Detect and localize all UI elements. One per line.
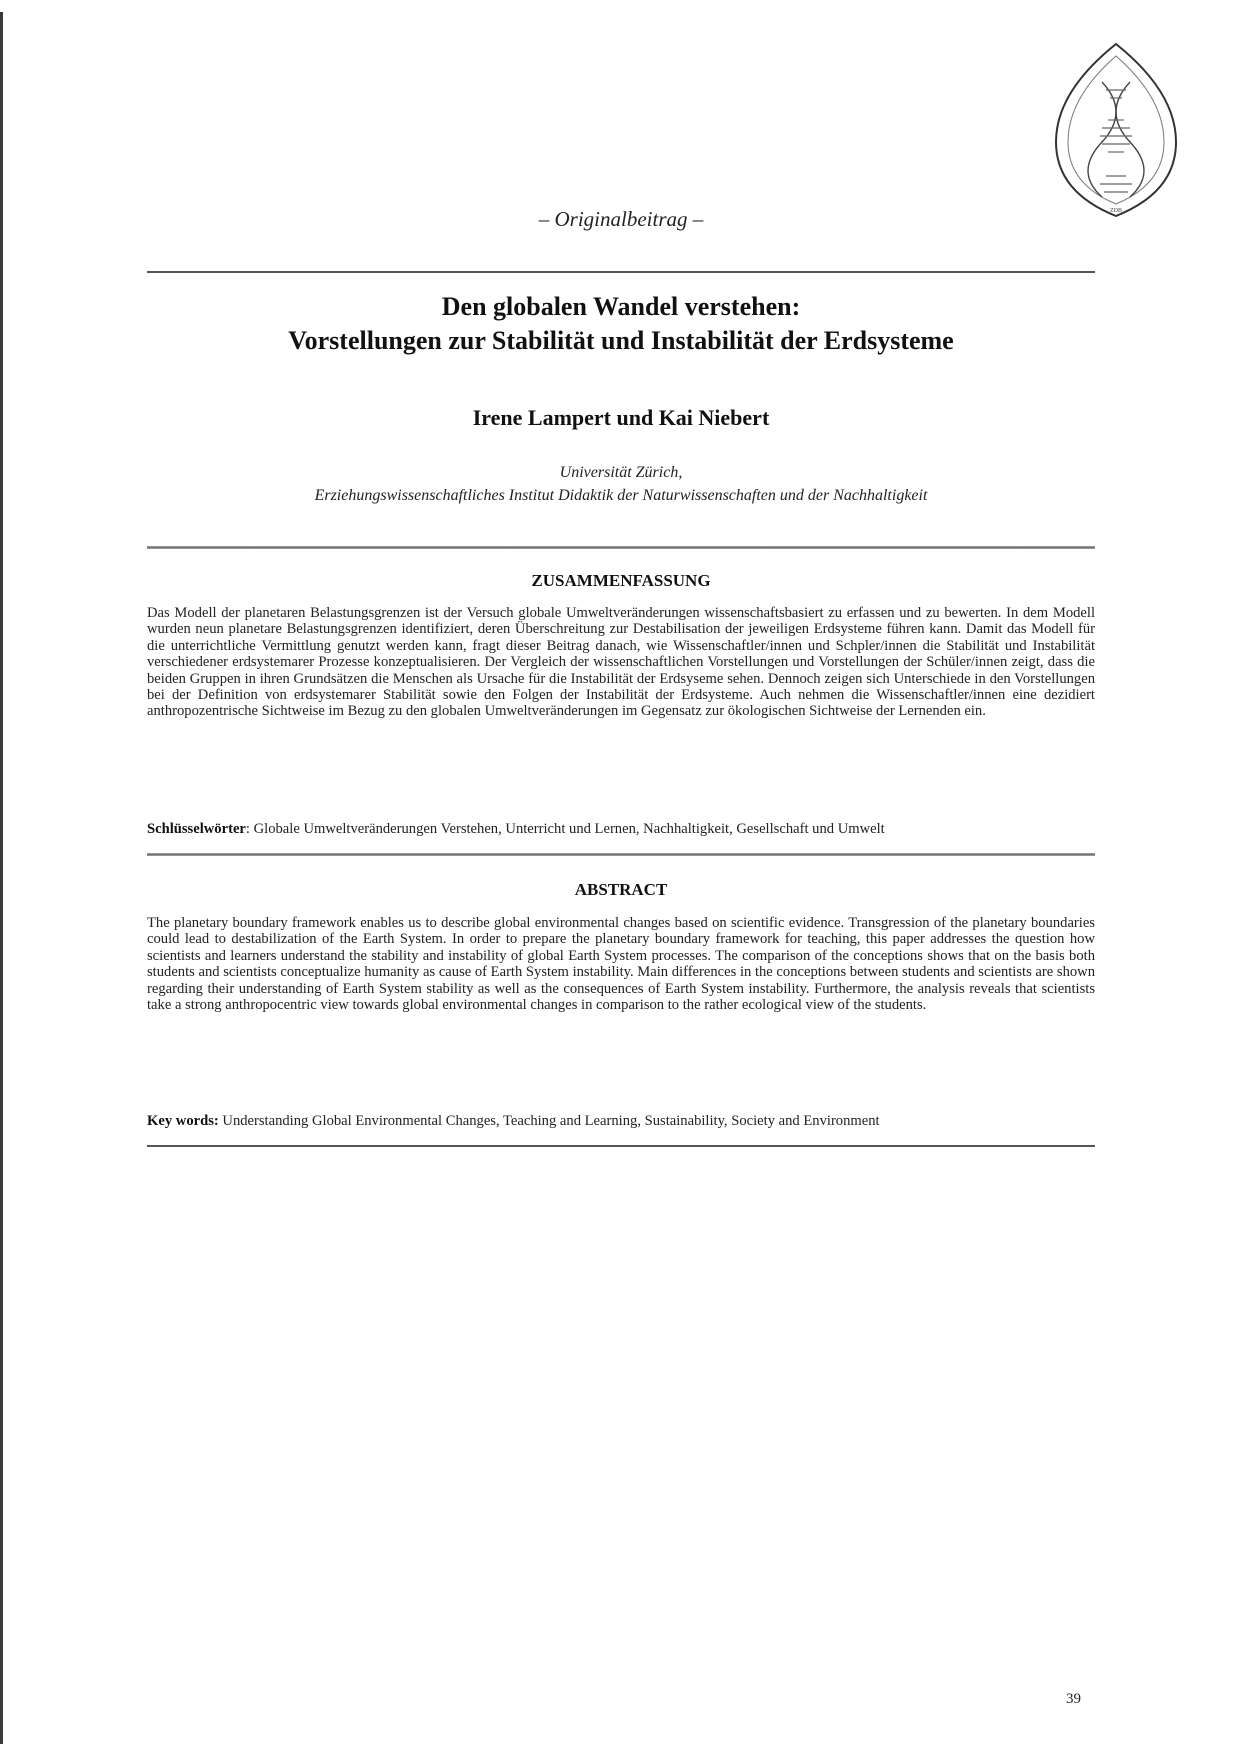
key-words-values: Understanding Global Environmental Changes, Teaching and Learning, Sustainability, Society and Environment	[218, 1113, 880, 1129]
zusammenfassung-divider	[147, 853, 1095, 856]
article-title-line-2: Vorstellungen zur Stabilität und Instabilität der Erdsysteme	[288, 326, 954, 355]
schluesselwoerter-values: : Globale Umweltveränderungen Verstehen, Unterricht und Lernen, Nachhaltigkeit, Gesellschaft und Umwelt	[245, 821, 885, 837]
zusammenfassung-heading: ZUSAMMENFASSUNG	[531, 571, 711, 590]
authors: Irene Lampert und Kai Niebert	[472, 405, 770, 430]
abstract-heading: ABSTRACT	[574, 880, 668, 899]
journal-seal-icon	[1054, 42, 1178, 218]
seal-inner-outline	[1068, 56, 1164, 204]
page-left-edge	[0, 12, 3, 1744]
schluesselwoerter-label: Schlüsselwörter	[147, 821, 246, 837]
zusammenfassung-text: Das Modell der planetaren Belastungsgrenzen ist der Versuch globale Umweltveränderungen wissenschaftsbasiert zu erfassen und zu bewerten. In dem Modell wurden neun planetare Belastungsgrenzen identifiziert, deren Überschreitung zur Destabilisation der jeweiligen Erdsysteme führen kann. Damit das Modell für die unterrichtliche Vermittlung genutzt werden kann, fragt dieser Beitrag danach, wie Wissenschaftler/innen und Schpler/innen die Stabilität und Instabilität verschiedener erdsystemarer Prozesse konzeptualisieren. Der Vergleich der wissenschaftlichen Vorstellungen und Vorstellungen der Schüler/innen zeigt, dass die beiden Gruppen in ihren Grundsätzen die Menschen als Ursache für die Instabilität der Erdsyseme sehen. Dennoch zeigen sich Unterschiede in den Vorstellungen bei der Definition von erdsystemarer Stabilität sowie den Folgen der Instabilität der Erdsysteme. Auch nehmen die Wissenschaftler/innen eine dezidiert anthropozentrische Sichtweise im Bezug zu den globalen Umweltveränderungen im Gegensatz zur ökologischen Sichtweise der Lernenden ein.	[147, 605, 1095, 720]
page-number: 39	[1066, 1691, 1081, 1707]
seal-outline	[1056, 44, 1176, 216]
schluesselwoerter	[147, 821, 1095, 838]
affiliation-divider	[147, 546, 1095, 549]
article-title-line-1: Den globalen Wandel verstehen:	[441, 292, 801, 321]
abstract-divider	[147, 1145, 1095, 1147]
article-type-label: – Originalbeitrag –	[538, 207, 704, 231]
key-words-label: Key words:	[147, 1113, 219, 1129]
seal-caption: ZDB	[1110, 208, 1122, 214]
dna-helix-icon	[1088, 82, 1144, 197]
affiliation-institute: Erziehungswissenschaftliches Institut Didaktik der Naturwissenschaften und der Nachhaltigkeit	[314, 487, 928, 504]
key-words	[147, 1113, 1095, 1130]
article-title	[147, 290, 1095, 358]
affiliation	[147, 461, 1095, 507]
header-divider	[147, 271, 1095, 273]
affiliation-university: Universität Zürich,	[559, 464, 683, 481]
abstract-text: The planetary boundary framework enables us to describe global environmental changes based on scientific evidence. Transgression of the planetary boundaries could lead to destabilization of the Earth System. In order to prepare the planetary boundary framework for teaching, this paper addresses the question how scientists and learners understand the stability and instability of global Earth System processes. The comparison of the conceptions shows that on the basis both students and scientists conceptualize humanity as cause of Earth System instability. Main differences in the conceptions between students and scientists are shown regarding their understanding of Earth System stability as well as the consequences of Earth System instability. Furthermore, the analysis reveals that scientists take a strong anthropocentric view towards global environmental changes in comparison to the rather ecological view of the students.	[147, 915, 1095, 1014]
